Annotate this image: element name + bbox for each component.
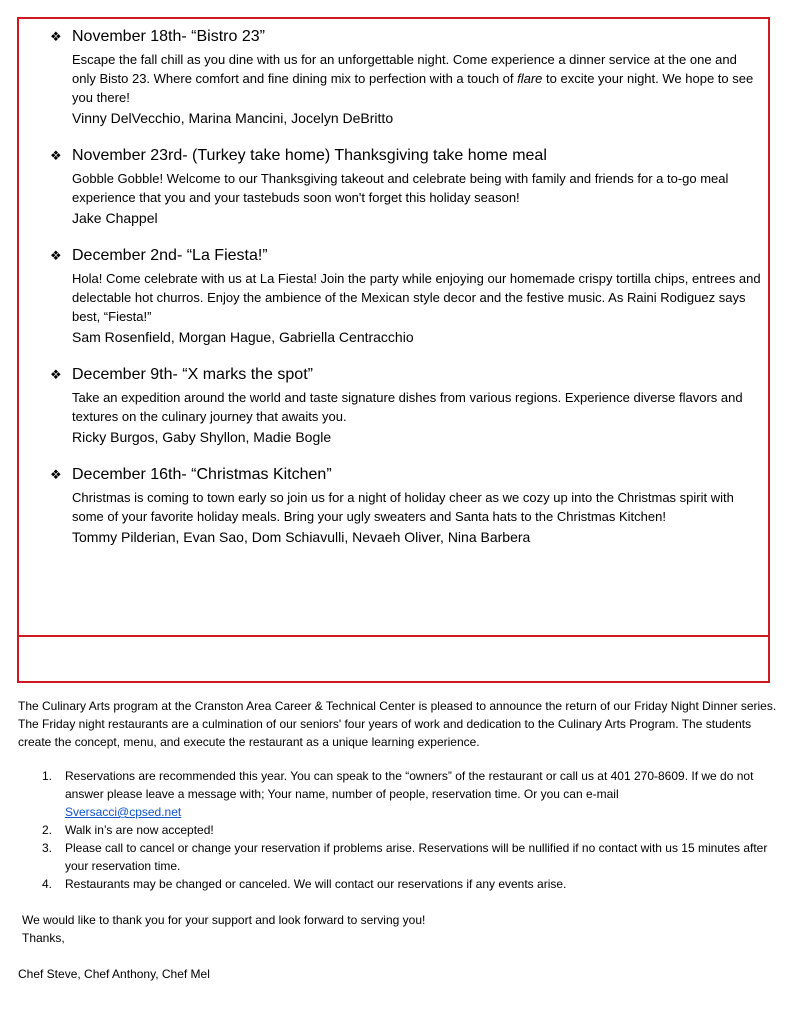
list-number: 1. xyxy=(42,769,53,783)
info-section xyxy=(18,697,778,983)
diamond-bullet-icon: ❖ xyxy=(50,148,62,163)
event-staff: Vinny DelVecchio, Marina Mancini, Jocelyn DeBritto xyxy=(72,110,394,126)
event-list xyxy=(50,27,762,565)
list-item: 3. Please call to cancel or change your reservation if problems arise. Reservations will be nullified if no contact with us 15 minutes after your reservation time. xyxy=(42,841,768,873)
diamond-bullet-icon: ❖ xyxy=(50,29,62,44)
event-description: Escape the fall chill as you dine with us for an unforgettable night. Come experience a dinner service at the one and only Bisto 23. Where comfort and fine dining mix to perfection with a touch of flare to excite your night. We hope to see you there! xyxy=(72,52,754,105)
list-number: 4. xyxy=(42,877,53,891)
event-item xyxy=(50,27,762,128)
thanks-line: Thanks, xyxy=(22,931,65,945)
event-staff: Sam Rosenfield, Morgan Hague, Gabriella Centracchio xyxy=(72,329,414,345)
signature: Chef Steve, Chef Anthony, Chef Mel xyxy=(18,967,210,981)
diamond-bullet-icon: ❖ xyxy=(50,248,62,263)
event-item xyxy=(50,246,762,347)
emphasis-text: flare xyxy=(517,71,543,86)
list-item: 1. Reservations are recommended this year. You can speak to the “owners” of the restaurant or call us at 401 270-8609. If we do not answer please leave a message with; Your name, number of people, reservation time. Or you can e-mail Sversacci@cpsed.net xyxy=(42,769,754,819)
email-link[interactable]: Sversacci@cpsed.net xyxy=(65,805,182,819)
event-item xyxy=(50,365,762,447)
events-frame-footer xyxy=(17,637,770,683)
event-title: November 18th- “Bistro 23” xyxy=(72,28,265,45)
diamond-bullet-icon: ❖ xyxy=(50,467,62,482)
event-description: Hola! Come celebrate with us at La Fiesta! Join the party while enjoying our homemade crispy tortilla chips, entrees and delectable hot churros. Enjoy the ambience of the Mexican style decor and the festive music. As Raini Rodiguez says best, “Fiesta!” xyxy=(72,271,761,324)
event-staff: Jake Chappel xyxy=(72,210,158,226)
event-staff: Tommy Pilderian, Evan Sao, Dom Schiavulli, Nevaeh Oliver, Nina Barbera xyxy=(72,529,531,545)
event-item xyxy=(50,146,762,228)
list-item: 2. Walk in’s are now accepted! xyxy=(42,823,214,837)
event-description: Gobble Gobble! Welcome to our Thanksgiving takeout and celebrate being with family and friends for a to-go meal experience that you and your tastebuds soon won't forget this holiday season! xyxy=(72,171,729,205)
event-description: Christmas is coming to town early so join us for a night of holiday cheer as we cozy up into the Christmas spirit with some of your favorite holiday meals. Bring your ugly sweaters and Santa hats to the Christmas Kitchen! xyxy=(72,490,734,524)
event-staff: Ricky Burgos, Gaby Shyllon, Madie Bogle xyxy=(72,429,332,445)
list-number: 2. xyxy=(42,823,53,837)
intro-paragraph: The Culinary Arts program at the Cranston Area Career & Technical Center is pleased to announce the return of our Friday Night Dinner series. The Friday night restaurants are a culmination of our seniors' four years of work and dedication to the Culinary Arts Program. The students create the concept, menu, and execute the restaurant as a unique learning experience. xyxy=(18,699,777,749)
diamond-bullet-icon: ❖ xyxy=(50,367,62,382)
list-number: 3. xyxy=(42,841,53,855)
event-title: December 16th- “Christmas Kitchen” xyxy=(72,466,332,483)
list-item: 4. Restaurants may be changed or canceled. We will contact our reservations if any events arise. xyxy=(42,877,567,891)
thank-you-line: We would like to thank you for your support and look forward to serving you! xyxy=(22,913,426,927)
closing-note xyxy=(18,911,778,947)
event-title: December 9th- “X marks the spot” xyxy=(72,366,313,383)
event-description: Take an expedition around the world and taste signature dishes from various regions. Experience diverse flavors and textures on the culinary journey that awaits you. xyxy=(72,390,743,424)
event-title: November 23rd- (Turkey take home) Thanksgiving take home meal xyxy=(72,147,547,164)
event-item xyxy=(50,465,762,547)
reservation-list xyxy=(18,767,778,893)
event-title: December 2nd- “La Fiesta!” xyxy=(72,247,268,264)
